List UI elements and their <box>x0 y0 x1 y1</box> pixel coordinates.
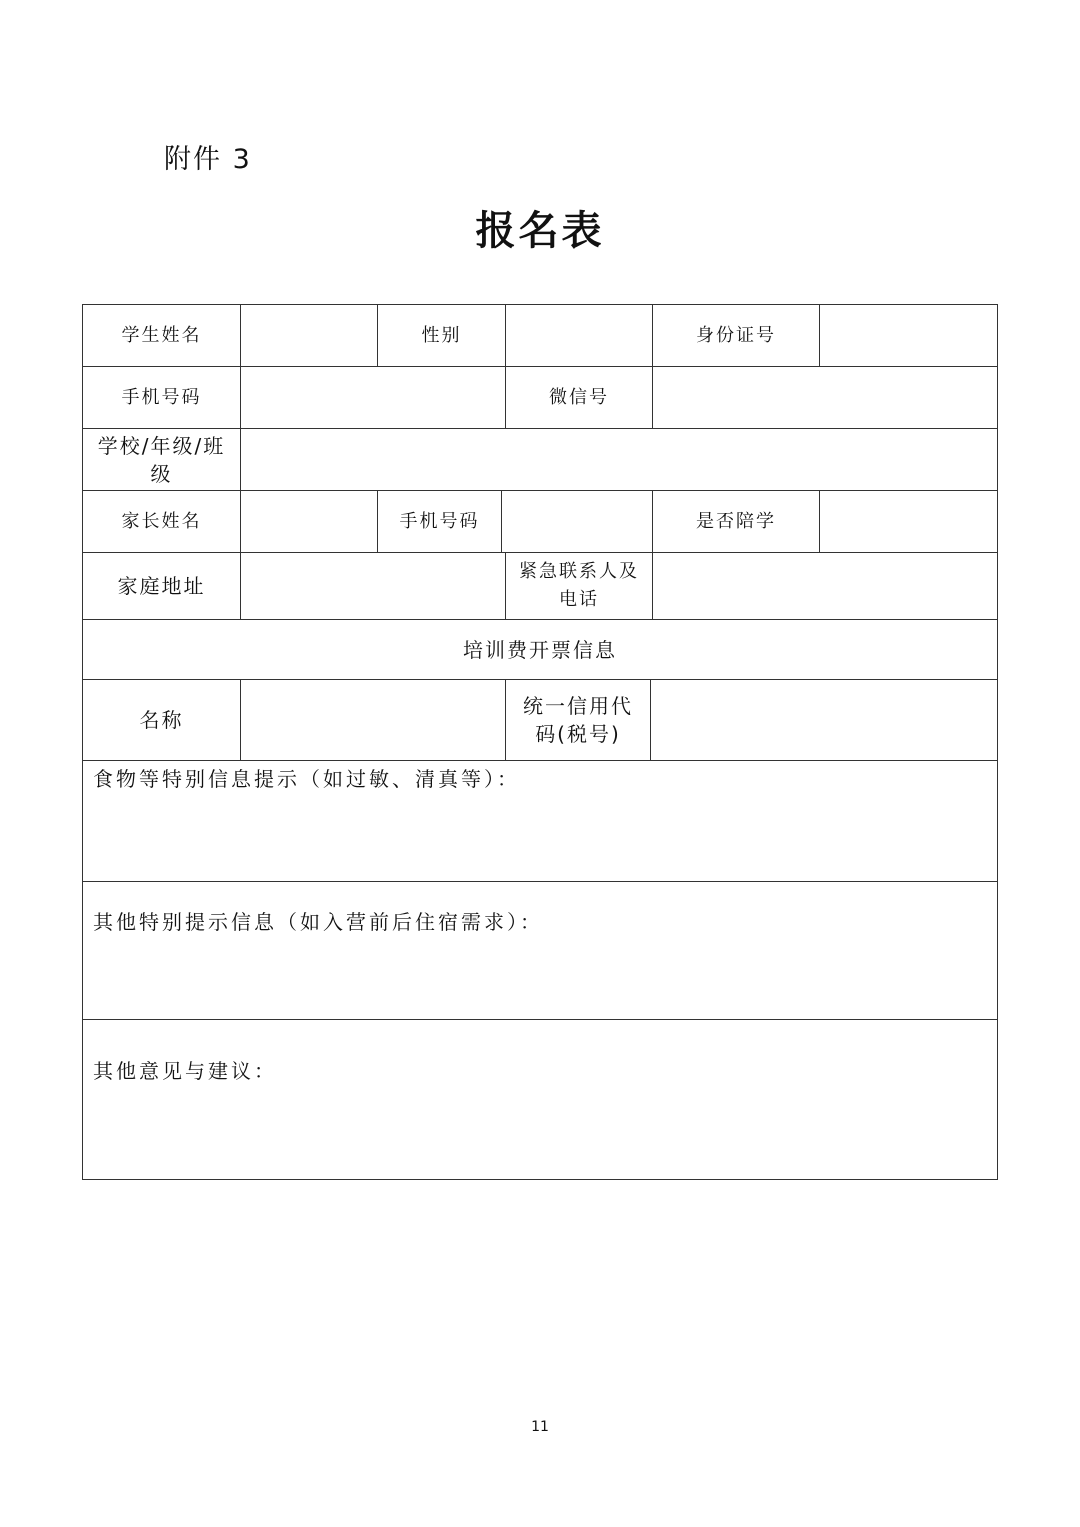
parent-mobile-label: 手机号码 <box>399 510 480 532</box>
other-note-field[interactable] <box>82 882 998 1019</box>
id-number-label-cell <box>652 305 819 366</box>
suggestions-field[interactable] <box>82 1020 998 1179</box>
invoice-section-label: 培训费开票信息 <box>463 637 617 662</box>
emergency-contact-label-cell <box>505 553 652 619</box>
id-number-field[interactable] <box>819 305 998 366</box>
school-grade-class-label-cell <box>82 429 240 490</box>
gender-label: 性别 <box>421 324 462 346</box>
invoice-name-label-cell <box>82 680 240 760</box>
row-school <box>82 428 998 490</box>
school-grade-class-field[interactable] <box>240 429 998 490</box>
row-address <box>82 552 998 619</box>
home-address-label: 家庭地址 <box>117 574 206 598</box>
student-name-field[interactable] <box>240 305 377 366</box>
row-invoice-header <box>82 619 998 679</box>
credit-code-field[interactable] <box>650 680 998 760</box>
credit-code-label-cell <box>505 680 650 760</box>
wechat-label: 微信号 <box>549 386 609 408</box>
row-other-note <box>82 881 998 1019</box>
page-number: 11 <box>531 1419 549 1435</box>
annex-label: 附件 3 <box>164 144 252 175</box>
food-note-field[interactable] <box>82 761 998 881</box>
emergency-contact-label: 紧急联系人及电话 <box>519 561 639 610</box>
other-note-label: 其他特别提示信息（如入营前后住宿需求）： <box>93 910 543 934</box>
mobile-field[interactable] <box>240 367 505 428</box>
parent-name-label-cell <box>82 491 240 552</box>
row-invoice-details <box>82 679 998 760</box>
row-student-info <box>82 304 998 366</box>
student-name-label-cell <box>82 305 240 366</box>
accompany-field[interactable] <box>819 491 998 552</box>
gender-label-cell <box>377 305 505 366</box>
parent-mobile-field[interactable] <box>501 491 652 552</box>
accompany-label-cell <box>652 491 819 552</box>
mobile-label-cell <box>82 367 240 428</box>
emergency-contact-field[interactable] <box>652 553 998 619</box>
parent-name-field[interactable] <box>240 491 377 552</box>
invoice-name-label: 名称 <box>139 708 184 732</box>
row-contact <box>82 366 998 428</box>
wechat-label-cell <box>505 367 652 428</box>
school-grade-class-label: 学校/年级/班级 <box>97 433 226 486</box>
mobile-label: 手机号码 <box>121 386 202 408</box>
home-address-label-cell <box>82 553 240 619</box>
row-parent <box>82 490 998 552</box>
form-title: 报名表 <box>475 207 605 254</box>
parent-name-label: 家长姓名 <box>121 510 202 532</box>
row-suggestions <box>82 1019 998 1180</box>
wechat-field[interactable] <box>652 367 998 428</box>
id-number-label: 身份证号 <box>696 324 776 346</box>
credit-code-label: 统一信用代码(税号) <box>523 694 633 746</box>
food-note-label: 食物等特别信息提示（如过敏、清真等）： <box>93 767 520 791</box>
invoice-name-field[interactable] <box>240 680 505 760</box>
suggestions-label: 其他意见与建议： <box>93 1059 277 1083</box>
student-name-label: 学生姓名 <box>121 324 202 346</box>
home-address-field[interactable] <box>240 553 505 619</box>
row-food-note <box>82 760 998 881</box>
accompany-label: 是否陪学 <box>696 510 776 532</box>
gender-field[interactable] <box>505 305 652 366</box>
parent-mobile-label-cell <box>377 491 501 552</box>
invoice-section-header <box>82 620 998 679</box>
